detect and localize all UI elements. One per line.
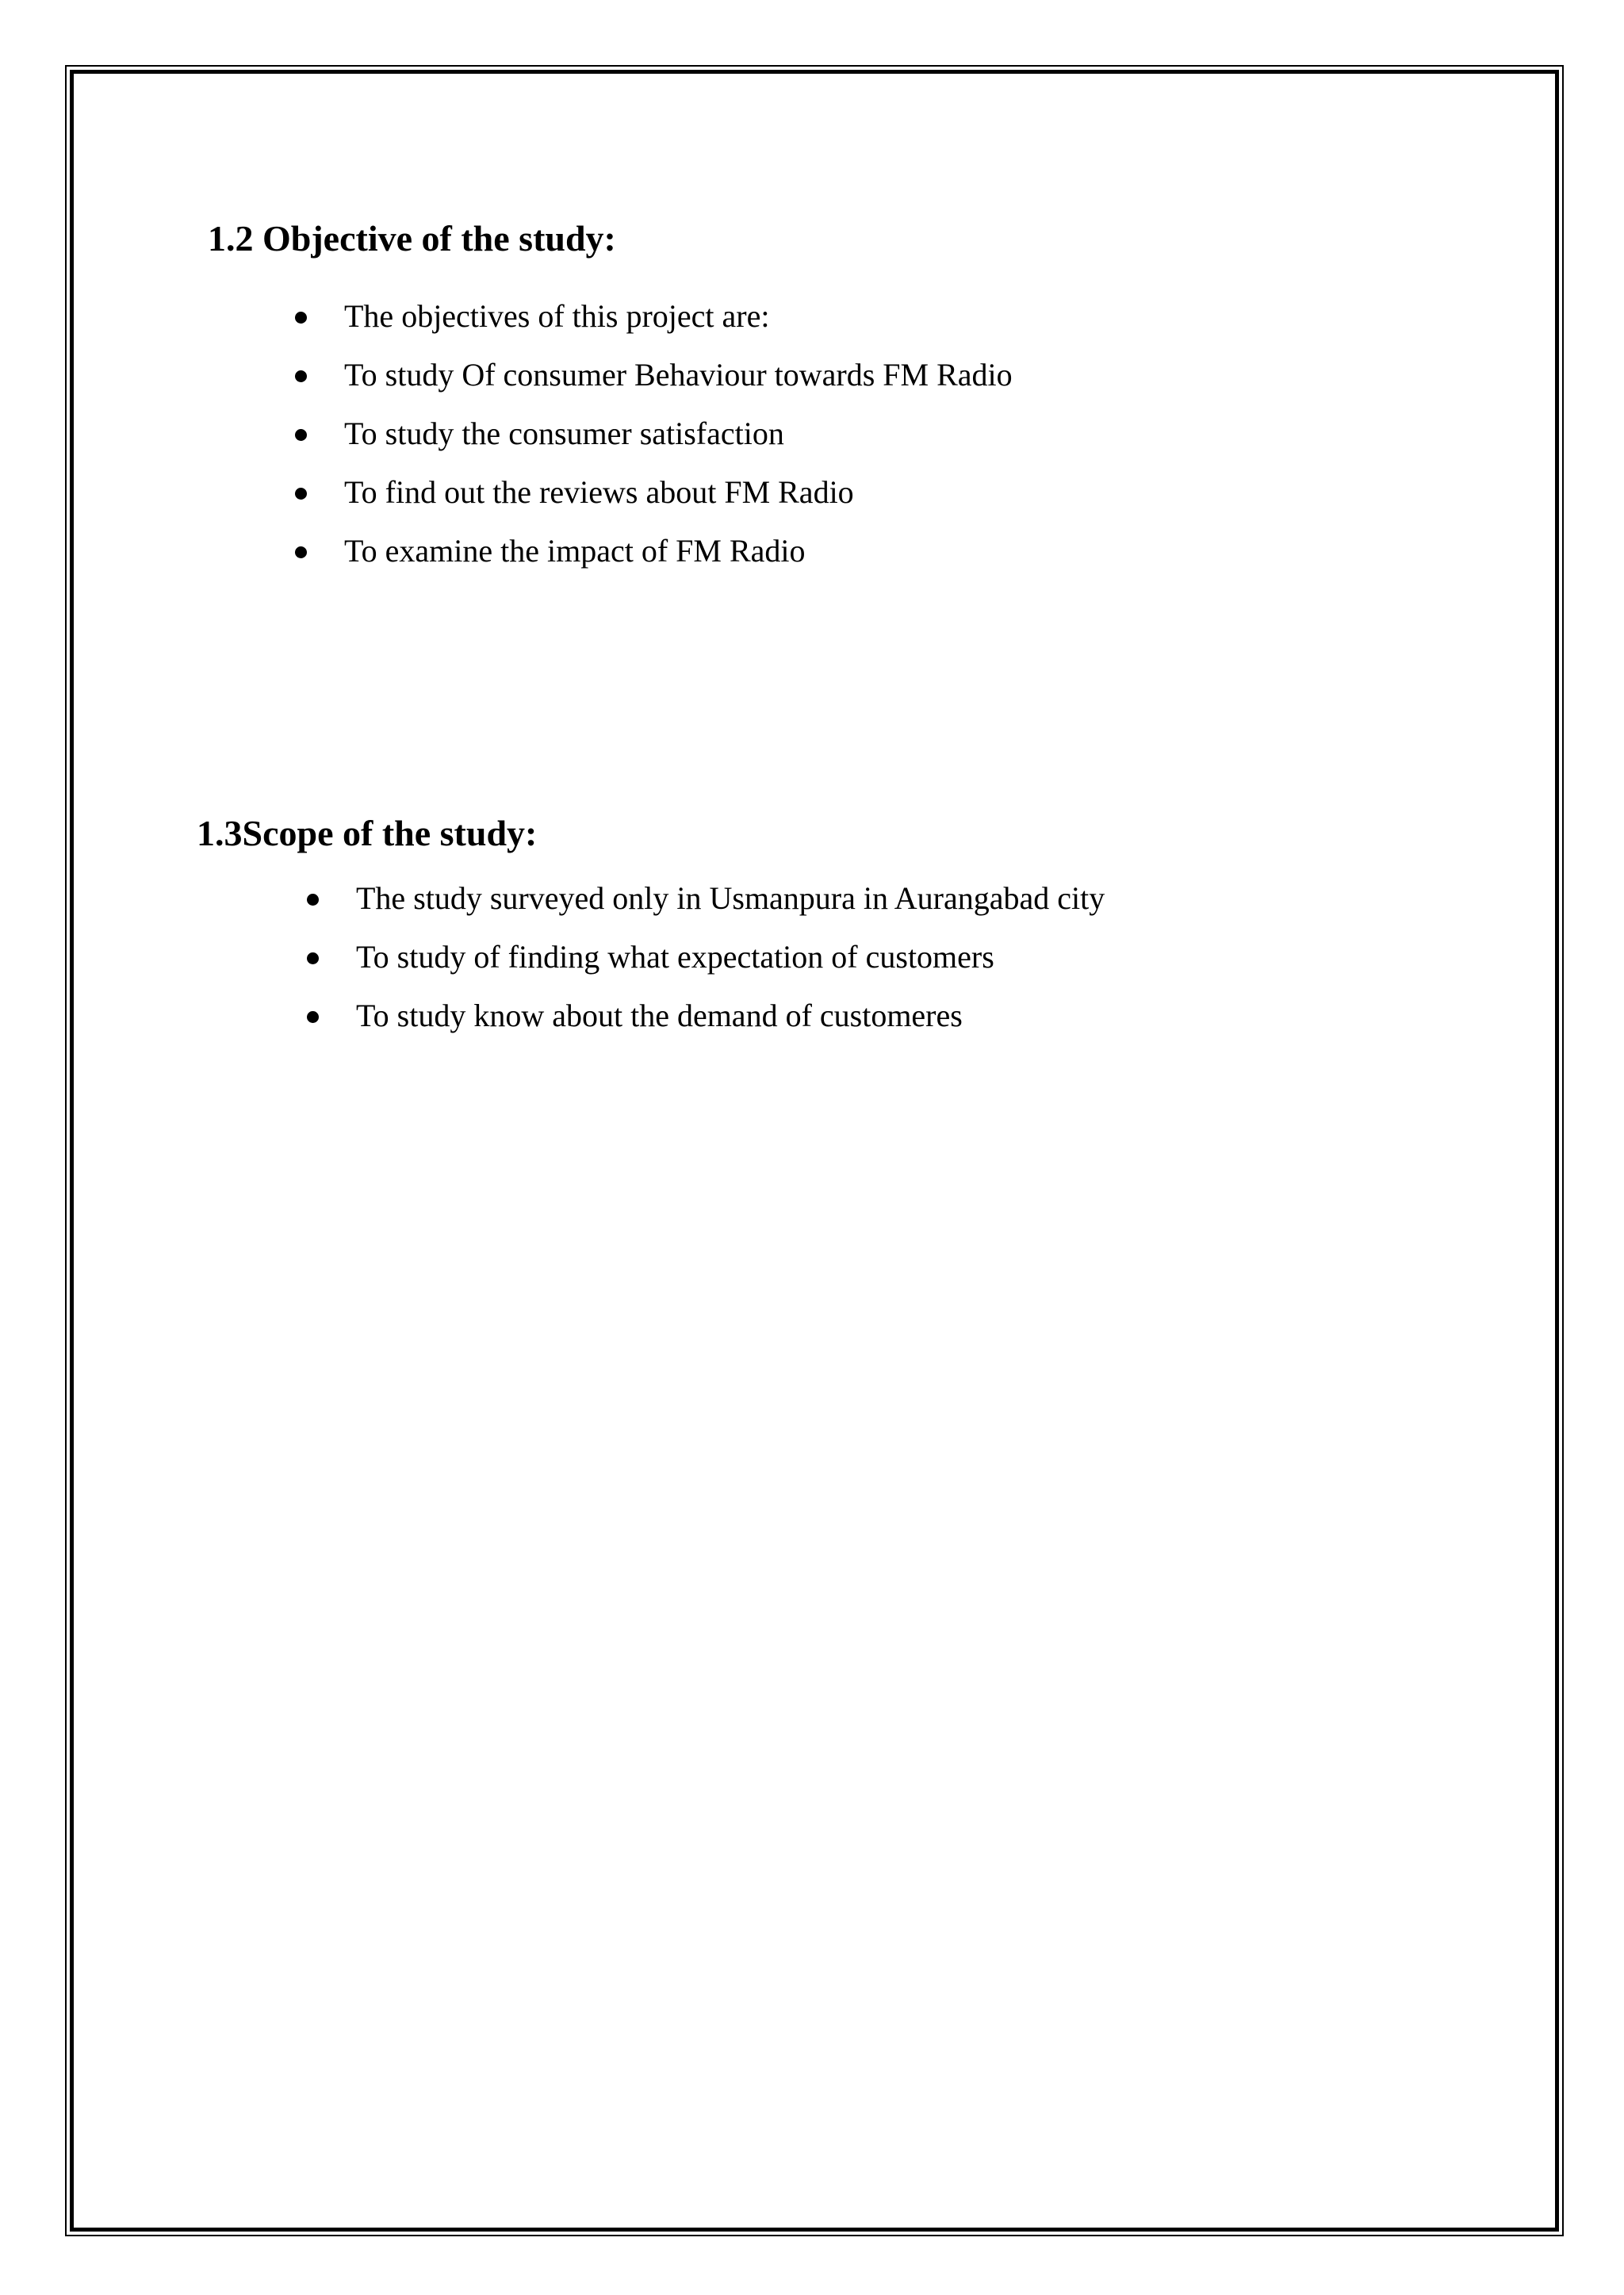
list-item-text: The study surveyed only in Usmanpura in Aurangabad city	[356, 880, 1105, 916]
section-heading-scope: 1.3Scope of the study:	[197, 813, 538, 853]
list-item-text: To study the consumer satisfaction	[344, 416, 784, 451]
list-item-text: To study Of consumer Behaviour towards FM Radio	[344, 357, 1013, 393]
bullet-icon	[307, 894, 319, 906]
bullet-icon	[295, 429, 307, 441]
section-heading-objective: 1.2 Objective of the study:	[208, 218, 616, 259]
list-item-text: To examine the impact of FM Radio	[344, 533, 806, 569]
list-item-text: To find out the reviews about FM Radio	[344, 474, 854, 510]
bullet-icon	[295, 370, 307, 382]
list-item-text: To study know about the demand of customeres	[356, 998, 963, 1033]
bullet-icon	[307, 1011, 319, 1023]
bullet-icon	[295, 312, 307, 324]
page-border-inner	[70, 70, 1559, 2232]
list-item-text: The objectives of this project are:	[344, 298, 770, 334]
bullet-icon	[295, 546, 307, 558]
bullet-icon	[295, 488, 307, 500]
list-item-text: To study of finding what expectation of customers	[356, 939, 994, 975]
bullet-icon	[307, 952, 319, 964]
